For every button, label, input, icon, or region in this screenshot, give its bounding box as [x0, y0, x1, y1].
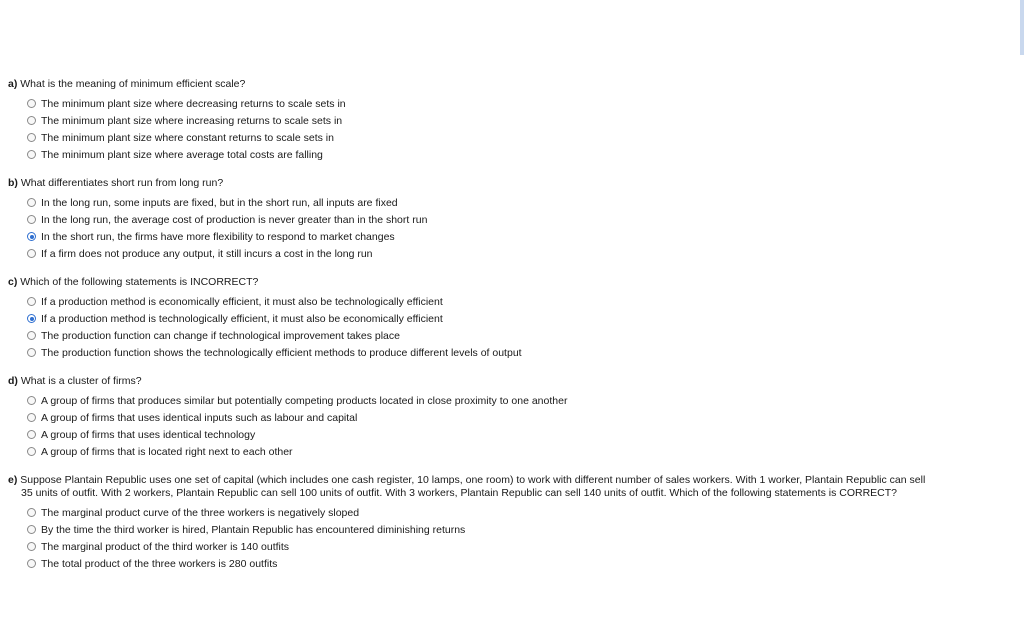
- option-a-2[interactable]: [0, 112, 1010, 129]
- option-label: The minimum plant size where decreasing returns to scale sets in: [41, 97, 346, 110]
- question-e: [0, 474, 1010, 572]
- question-prompt: What is a cluster of firms?: [20, 375, 142, 387]
- radio-button[interactable]: [27, 348, 36, 357]
- radio-button[interactable]: [27, 133, 36, 142]
- option-e-1[interactable]: [0, 504, 1010, 521]
- option-label: The marginal product curve of the three workers is negatively sloped: [41, 506, 360, 519]
- quiz-container: [0, 78, 1010, 586]
- option-c-3[interactable]: [0, 327, 1010, 344]
- question-letter: a): [8, 78, 18, 90]
- option-label: The minimum plant size where constant returns to scale sets in: [41, 131, 334, 144]
- radio-button[interactable]: [27, 314, 36, 323]
- question-letter: d): [8, 375, 18, 387]
- option-d-3[interactable]: [0, 426, 1010, 443]
- question-text: [0, 276, 1010, 289]
- radio-button[interactable]: [27, 297, 36, 306]
- question-text: [0, 375, 1010, 388]
- radio-button[interactable]: [27, 215, 36, 224]
- radio-button[interactable]: [27, 508, 36, 517]
- question-prompt: Which of the following statements is INCORRECT?: [20, 276, 259, 288]
- option-e-4[interactable]: [0, 555, 1010, 572]
- option-a-1[interactable]: [0, 95, 1010, 112]
- option-e-3[interactable]: [0, 538, 1010, 555]
- question-prompt: What differentiates short run from long run?: [20, 177, 224, 189]
- option-label: The marginal product of the third worker is 140 outfits: [41, 540, 290, 553]
- option-c-1[interactable]: [0, 293, 1010, 310]
- radio-button[interactable]: [27, 447, 36, 456]
- radio-button[interactable]: [27, 413, 36, 422]
- option-label: The minimum plant size where average total costs are falling: [41, 148, 323, 161]
- radio-button[interactable]: [27, 150, 36, 159]
- option-label: If a firm does not produce any output, it still incurs a cost in the long run: [41, 247, 373, 260]
- radio-button[interactable]: [27, 249, 36, 258]
- question-text: [0, 78, 1010, 91]
- option-a-4[interactable]: [0, 146, 1010, 163]
- scrollbar-thumb[interactable]: [1020, 0, 1024, 55]
- question-b: [0, 177, 1010, 262]
- option-d-2[interactable]: [0, 409, 1010, 426]
- option-label: By the time the third worker is hired, Plantain Republic has encountered diminishing returns: [41, 523, 466, 536]
- option-label: In the long run, the average cost of production is never greater than in the short run: [41, 213, 428, 226]
- option-e-2[interactable]: [0, 521, 1010, 538]
- question-d: [0, 375, 1010, 460]
- radio-button[interactable]: [27, 542, 36, 551]
- radio-button[interactable]: [27, 99, 36, 108]
- question-prompt: Suppose Plantain Republic uses one set of capital (which includes one cash register, 10 lamps, one room) to work with different number of sales workers. With 1 worker, Plantain Republic can sell: [20, 474, 926, 486]
- option-label: The production function shows the technologically efficient methods to produce different levels of output: [41, 346, 522, 359]
- option-d-4[interactable]: [0, 443, 1010, 460]
- option-label: A group of firms that uses identical technology: [41, 428, 256, 441]
- question-a: [0, 78, 1010, 163]
- option-label: The production function can change if technological improvement takes place: [41, 329, 400, 342]
- option-label: A group of firms that uses identical inputs such as labour and capital: [41, 411, 358, 424]
- radio-button[interactable]: [27, 525, 36, 534]
- radio-button[interactable]: [27, 396, 36, 405]
- option-label: The total product of the three workers is 280 outfits: [41, 557, 278, 570]
- option-label: A group of firms that is located right next to each other: [41, 445, 293, 458]
- question-c: [0, 276, 1010, 361]
- question-letter: c): [8, 276, 18, 288]
- option-label: A group of firms that produces similar but potentially competing products located in close proximity to one another: [41, 394, 568, 407]
- radio-button[interactable]: [27, 198, 36, 207]
- option-label: The minimum plant size where increasing returns to scale sets in: [41, 114, 343, 127]
- option-label: In the short run, the firms have more flexibility to respond to market changes: [41, 230, 395, 243]
- option-c-2[interactable]: [0, 310, 1010, 327]
- question-letter: e): [8, 474, 18, 486]
- option-b-3[interactable]: [0, 228, 1010, 245]
- option-a-3[interactable]: [0, 129, 1010, 146]
- radio-button[interactable]: [27, 559, 36, 568]
- question-letter: b): [8, 177, 18, 189]
- radio-button[interactable]: [27, 232, 36, 241]
- option-c-4[interactable]: [0, 344, 1010, 361]
- option-label: If a production method is economically efficient, it must also be technologically efficient: [41, 295, 443, 308]
- radio-button[interactable]: [27, 430, 36, 439]
- radio-button[interactable]: [27, 116, 36, 125]
- question-prompt-continued: 35 units of outfit. With 2 workers, Plantain Republic can sell 100 units of outfit. With 3 workers, Plantain Republic can sell 140 units of outfit. Which of the following statements is CORRECT?: [21, 487, 897, 499]
- option-b-2[interactable]: [0, 211, 1010, 228]
- question-text: [0, 177, 1010, 190]
- option-label: In the long run, some inputs are fixed, but in the short run, all inputs are fixed: [41, 196, 398, 209]
- radio-button[interactable]: [27, 331, 36, 340]
- option-label: If a production method is technologically efficient, it must also be economically efficient: [41, 312, 443, 325]
- option-d-1[interactable]: [0, 392, 1010, 409]
- question-prompt: What is the meaning of minimum efficient scale?: [20, 78, 246, 90]
- question-text: [0, 474, 1010, 500]
- option-b-1[interactable]: [0, 194, 1010, 211]
- option-b-4[interactable]: [0, 245, 1010, 262]
